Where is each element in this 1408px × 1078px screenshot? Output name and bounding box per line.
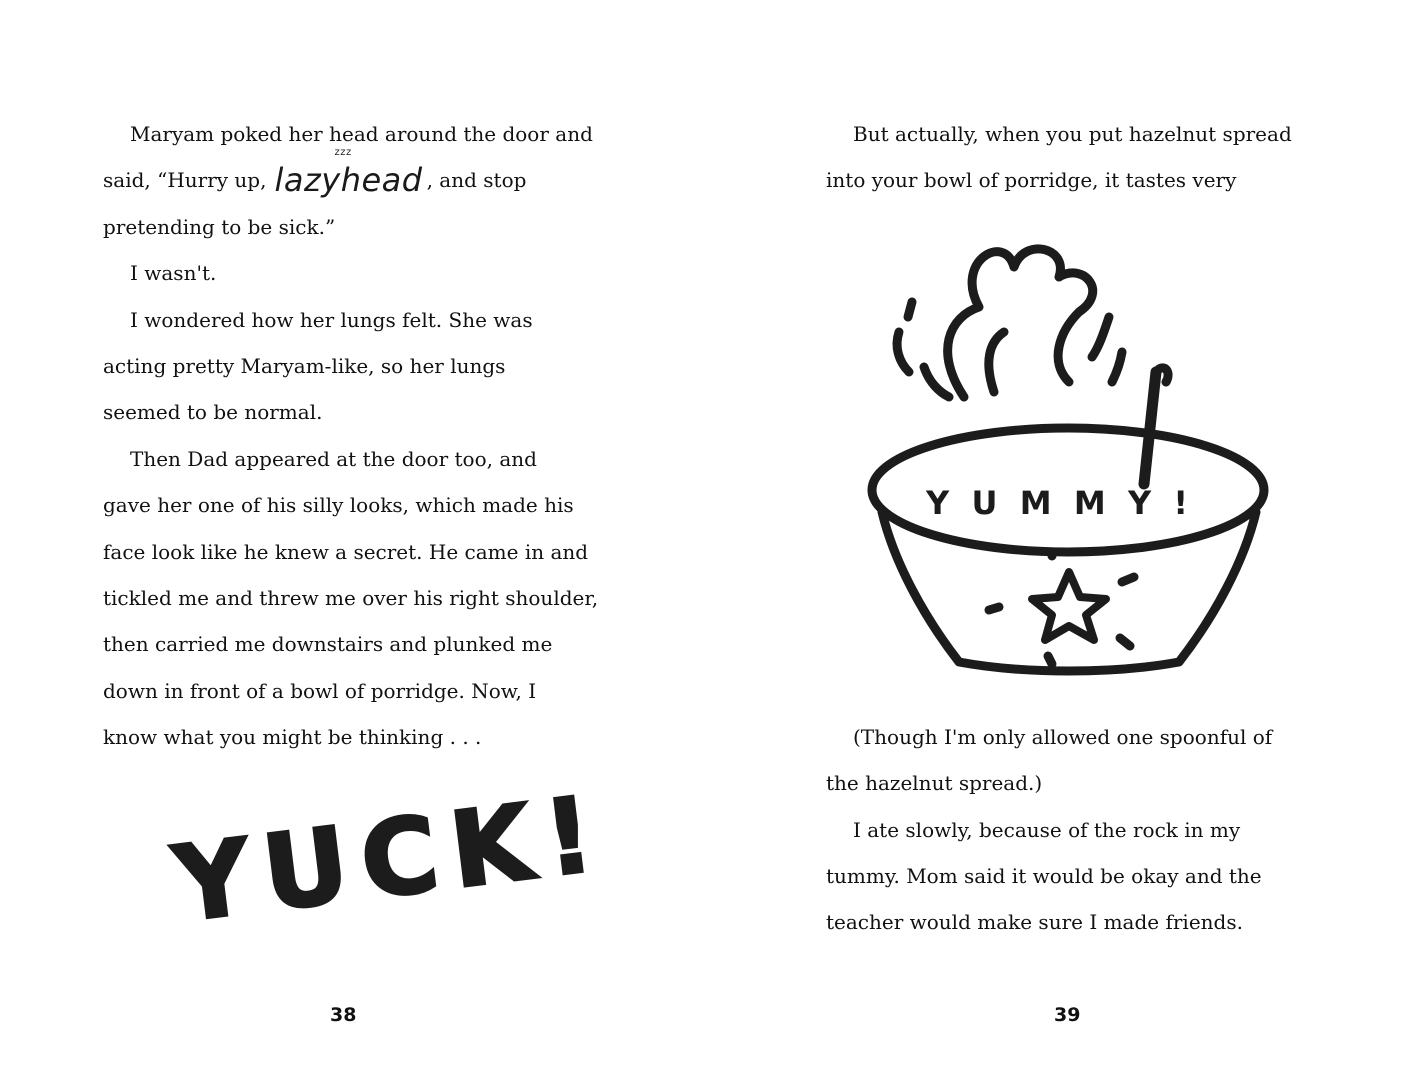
page-number: 39 [1054,1004,1081,1026]
star-icon [1032,572,1106,640]
sparkle-icon [989,607,999,610]
text-line: tummy. Mom said it would be okay and the [826,863,1262,888]
text-line: But actually, when you put hazelnut spread [853,122,1292,146]
text-line: teacher would make sure I made friends. [826,910,1243,935]
text-line: then carried me downstairs and plunked me [103,632,553,657]
text-fragment: said, “Hurry up, [103,168,267,193]
text-line: face look like he knew a secret. He came in and [103,539,589,564]
text-line: seemed to be normal. [103,400,323,425]
text-line: gave her one of his silly looks, which made his [103,493,574,518]
text-line: tickled me and threw me over his right shoulder, [103,585,599,610]
steam-line-icon [924,367,949,397]
text-line: I wasn't. [130,261,217,286]
text-line: Maryam poked her head around the door and [130,122,593,146]
text-line: know what you might be thinking . . . [103,725,482,750]
lazyhead-word: lazyhead [274,161,423,200]
lazyhead-lettering [274,147,423,200]
sparkle-icon [1048,656,1052,664]
steam-swirl-icon [989,332,1004,392]
sparkle-icon [1120,638,1130,646]
yuck-illustration [167,771,614,946]
steam-swirl-icon [948,249,1093,397]
spoon-icon [1144,372,1156,484]
yummy-lettering: YUMMY! [926,484,1188,522]
yuck-lettering: YUCK! [167,771,614,946]
steam-line-icon [897,332,909,372]
porridge-bowl-illustration [854,222,1274,682]
text-fragment: , and stop [426,168,527,193]
steam-line-icon [908,302,912,317]
text-line: Then Dad appeared at the door too, and [130,446,537,471]
page-number: 38 [330,1004,357,1026]
text-line: the hazelnut spread.) [826,771,1043,796]
steam-line-icon [1112,352,1122,382]
steam-line-icon [1092,317,1109,357]
text-line-with-lettering [103,147,598,203]
zzz-doodle: zzz [334,147,352,159]
text-line: acting pretty Maryam-like, so her lungs [103,353,506,378]
text-line: (Though I'm only allowed one spoonful of [853,724,1273,749]
right-page [704,0,1408,1078]
text-line: down in front of a bowl of porridge. Now, I [103,678,537,703]
text-line: I ate slowly, because of the rock in my [853,817,1241,842]
text-line: into your bowl of porridge, it tastes very [826,168,1237,193]
left-page-text [103,111,598,760]
sparkle-icon [1122,577,1134,582]
text-line: I wondered how her lungs felt. She was [130,307,533,332]
text-line: pretending to be sick.” [103,214,336,239]
